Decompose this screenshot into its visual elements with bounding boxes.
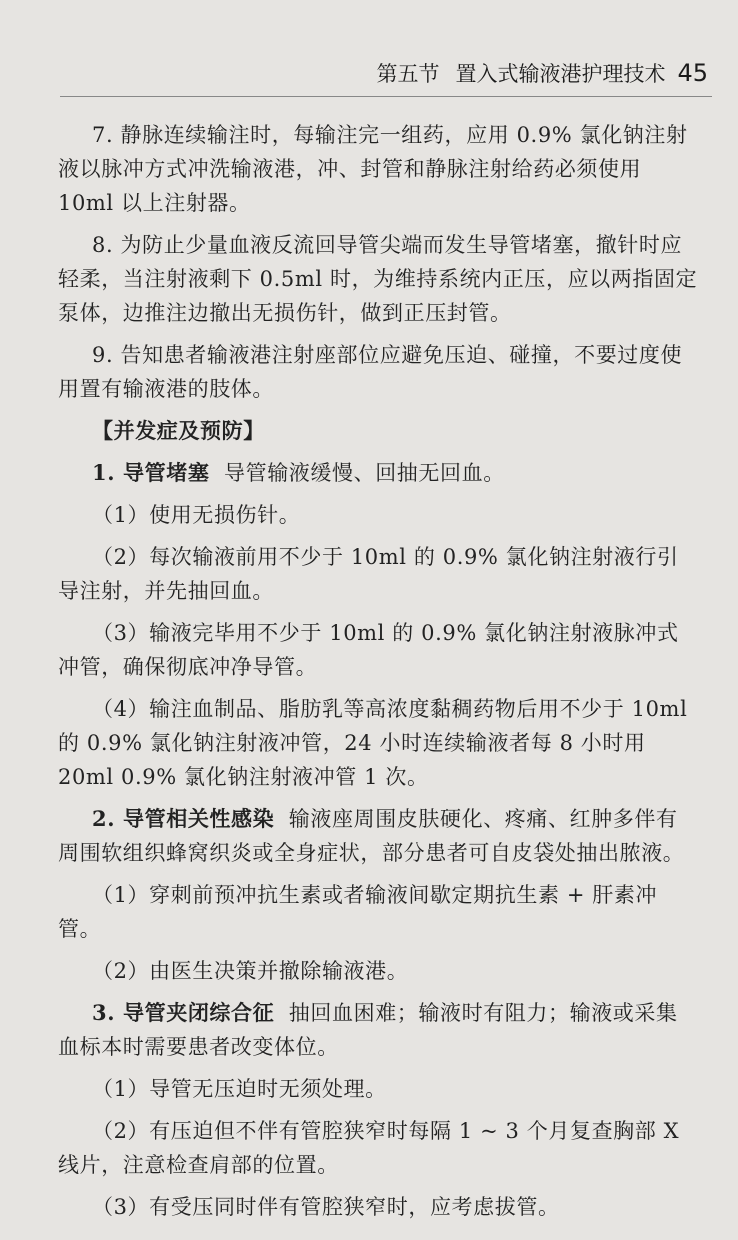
complication-3-desc: 抽回血困难；输液时有阻力；输液或采集血标本时需要患者改变体位。 bbox=[58, 1001, 678, 1059]
complication-2-desc: 输液座周围皮肤硬化、疼痛、红肿多伴有周围软组织蜂窝织炎或全身症状，部分患者可自皮袋处抽出脓液。 bbox=[58, 807, 685, 865]
section-label: 第五节 bbox=[376, 62, 440, 86]
complication-2-item-1: （1）穿刺前预冲抗生素或者输液间歇定期抗生素 + 肝素冲管。 bbox=[58, 883, 658, 941]
complication-1-item-1: （1）使用无损伤针。 bbox=[92, 503, 301, 527]
section-heading: 【并发症及预防】 bbox=[92, 418, 265, 443]
complication-3-item-3: （3）有受压同时伴有管腔狭窄时，应考虑拔管。 bbox=[92, 1195, 560, 1219]
header-rule bbox=[60, 96, 712, 97]
paragraph-9: 9. 告知患者输液港注射座部位应避免压迫、碰撞，不要过度使用置有输液港的肢体。 bbox=[58, 343, 683, 401]
chapter-title: 置入式输液港护理技术 bbox=[455, 62, 666, 86]
running-header bbox=[376, 58, 708, 88]
page-number: 45 bbox=[677, 59, 708, 87]
paragraph-8: 8. 为防止少量血液反流回导管尖端而发生导管堵塞，撤针时应轻柔，当注射液剩下 0.5ml 时，为维持系统内正压，应以两指固定泵体，边推注边撤出无损伤针，做到正压封管。 bbox=[58, 233, 698, 325]
complication-1-item-3: （3）输液完毕用不少于 10ml 的 0.9% 氯化钠注射液脉冲式冲管，确保彻底冲净导管。 bbox=[58, 621, 679, 679]
complication-1-title: 1. 导管堵塞 bbox=[92, 460, 210, 485]
complication-3-item-1: （1）导管无压迫时无须处理。 bbox=[92, 1077, 387, 1101]
complication-3-item-2: （2）有压迫但不伴有管腔狭窄时每隔 1 ~ 3 个月复查胸部 X 线片，注意检查肩部的位置。 bbox=[58, 1119, 680, 1177]
complication-2-item-2: （2）由医生决策并撤除输液港。 bbox=[92, 959, 409, 983]
paragraph-7: 7. 静脉连续输注时，每输注完一组药，应用 0.9% 氯化钠注射液以脉冲方式冲洗输液港，冲、封管和静脉注射给药必须使用 10ml 以上注射器。 bbox=[58, 123, 688, 215]
complication-2 bbox=[58, 802, 698, 870]
complication-3 bbox=[58, 996, 698, 1064]
complication-1-item-2: （2）每次输液前用不少于 10ml 的 0.9% 氯化钠注射液行引导注射，并先抽回血。 bbox=[58, 545, 679, 603]
page-body bbox=[58, 118, 698, 1232]
complication-1-item-4: （4）输注血制品、脂肪乳等高浓度黏稠药物后用不少于 10ml 的 0.9% 氯化钠注射液冲管，24 小时连续输液者每 8 小时用 20ml 0.9% 氯化钠注射液冲管 1 次。 bbox=[58, 697, 688, 789]
complication-2-title: 2. 导管相关性感染 bbox=[92, 806, 275, 831]
complication-1 bbox=[58, 456, 698, 490]
complication-3-title: 3. 导管夹闭综合征 bbox=[92, 1000, 275, 1025]
complication-1-desc: 导管输液缓慢、回抽无回血。 bbox=[224, 461, 505, 485]
